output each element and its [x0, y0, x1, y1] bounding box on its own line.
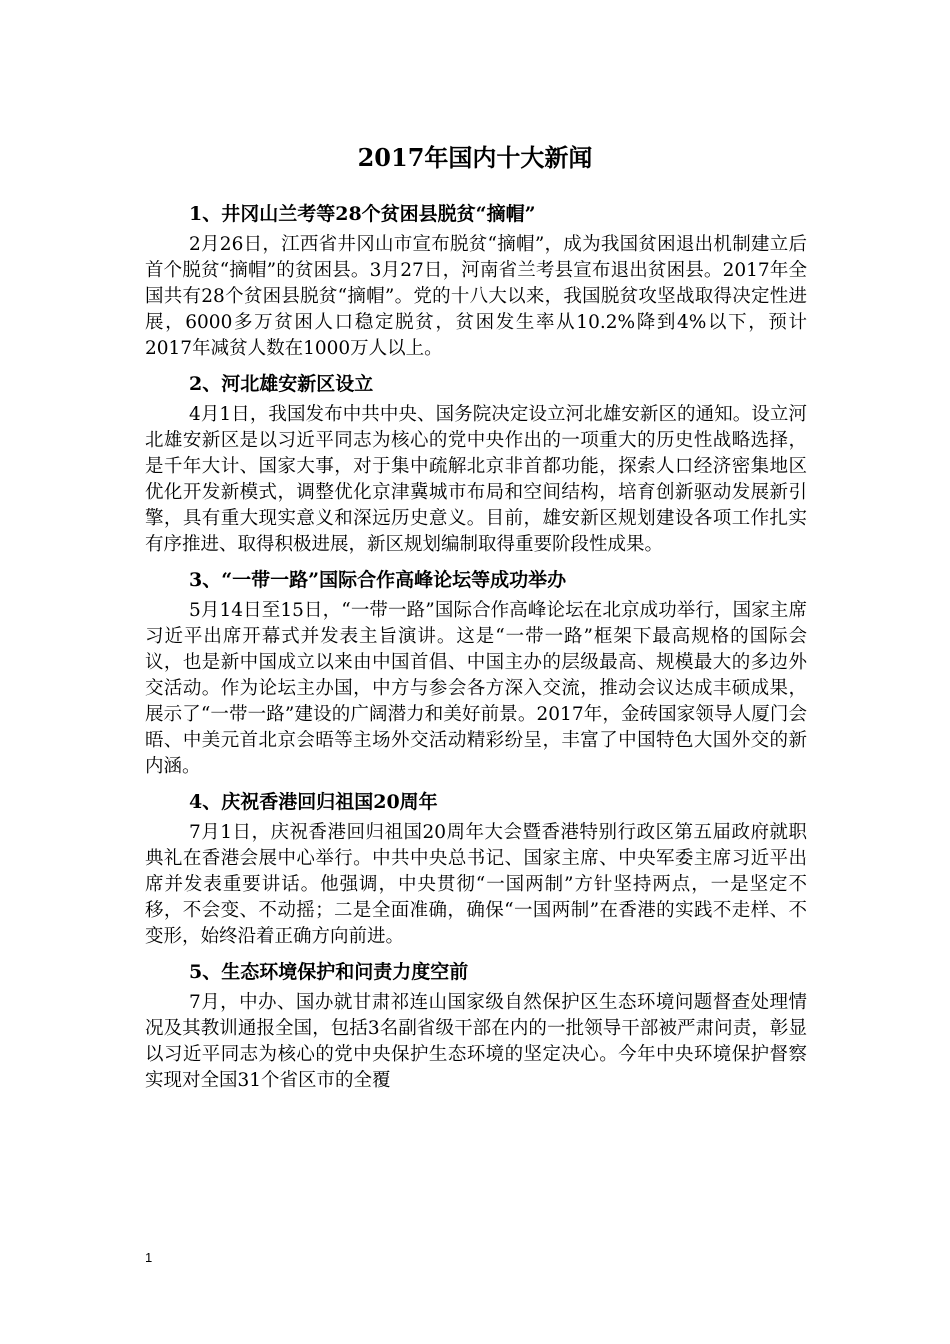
news-section-1	[145, 196, 807, 362]
news-section-4	[145, 784, 807, 950]
section-heading: 1、井冈山兰考等28个贫困县脱贫“摘帽”	[189, 203, 536, 225]
section-body: 2月26日，江西省井冈山市宣布脱贫“摘帽”，成为我国贫困退出机制建立后首个脱贫“摘帽”的贫困县。3月27日，河南省兰考县宣布退出贫困县。2017年全国共有28个贫困县脱贫“摘帽”。党的十八大以来，我国脱贫攻坚战取得决定性进展，6000多万贫困人口稳定脱贫，贫困发生率从10.2%降到4%以下，预计2017年减贫人数在1000万人以上。	[145, 234, 807, 359]
document-title: 2017年国内十大新闻	[357, 143, 593, 172]
news-section-2	[145, 366, 807, 558]
section-heading: 5、生态环境保护和问责力度空前	[189, 961, 469, 983]
section-body: 4月1日，我国发布中共中央、国务院决定设立河北雄安新区的通知。设立河北雄安新区是以习近平同志为核心的党中央作出的一项重大的历史性战略选择，是千年大计、国家大事，对于集中疏解北京非首都功能，探索人口经济密集地区优化开发新模式，调整优化京津冀城市布局和空间结构，培育创新驱动发展新引擎，具有重大现实意义和深远历史意义。目前，雄安新区规划建设各项工作扎实有序推进、取得积极进展，新区规划编制取得重要阶段性成果。	[145, 404, 807, 555]
section-heading: 2、河北雄安新区设立	[189, 373, 374, 395]
news-section-3	[145, 562, 807, 780]
news-section-5	[145, 954, 807, 1094]
section-heading: 3、“一带一路”国际合作高峰论坛等成功举办	[189, 569, 567, 591]
section-body: 7月1日，庆祝香港回归祖国20周年大会暨香港特别行政区第五届政府就职典礼在香港会展中心举行。中共中央总书记、国家主席、中央军委主席习近平出席并发表重要讲话。他强调，中央贯彻“一国两制”方针坚持两点，一是坚定不移，不会变、不动摇；二是全面准确，确保“一国两制”在香港的实践不走样、不变形，始终沿着正确方向前进。	[145, 822, 807, 947]
section-heading: 4、庆祝香港回归祖国20周年	[189, 791, 438, 813]
document-content	[145, 196, 807, 1098]
page-number: 1	[145, 1250, 153, 1265]
section-body: 7月，中办、国办就甘肃祁连山国家级自然保护区生态环境问题督查处理情况及其教训通报全国，包括3名副省级干部在内的一批领导干部被严肃问责，彰显以习近平同志为核心的党中央保护生态环境的坚定决心。今年中央环境保护督察实现对全国31个省区市的全覆	[145, 992, 807, 1091]
section-body: 5月14日至15日，“一带一路”国际合作高峰论坛在北京成功举行，国家主席习近平出席开幕式并发表主旨演讲。这是“一带一路”框架下最高规格的国际会议，也是新中国成立以来由中国首倡、中国主办的层级最高、规模最大的多边外交活动。作为论坛主办国，中方与参会各方深入交流，推动会议达成丰硕成果，展示了“一带一路”建设的广阔潜力和美好前景。2017年，金砖国家领导人厦门会晤、中美元首北京会晤等主场外交活动精彩纷呈，丰富了中国特色大国外交的新内涵。	[145, 600, 807, 777]
